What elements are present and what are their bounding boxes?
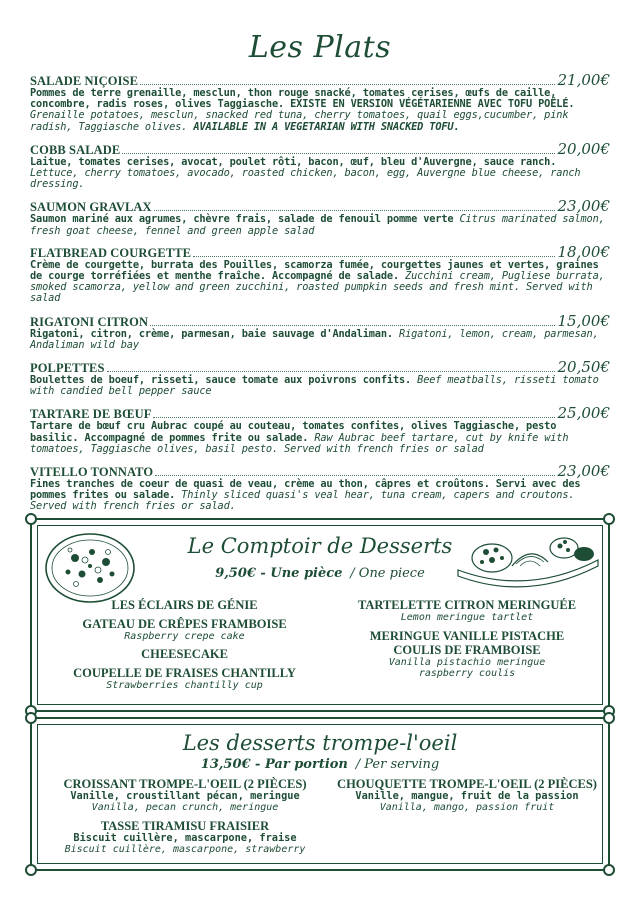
dish-name: TARTARE DE BŒUF [30, 407, 152, 422]
dish-description [30, 260, 610, 305]
trompe-loeil-panel [30, 717, 610, 871]
dish-item [30, 242, 610, 305]
dessert-name: CHEESECAKE [141, 647, 228, 661]
corner-ornament [25, 864, 37, 876]
dish-desc-fr: Boulettes de boeuf, risseti, sauce tomate aux poivrons confits. [30, 374, 418, 387]
dish-description [30, 157, 610, 191]
price-label: 13,50€ - Par portion [200, 757, 348, 772]
corner-ornament [25, 712, 37, 724]
dish-item [30, 311, 610, 351]
dish-name: VITELLO TONNATO [30, 465, 154, 480]
dish-desc-en: Citrus marinated salmon, fresh goat cheese, fennel and green apple salad [30, 213, 605, 237]
dish-header [30, 242, 610, 261]
dotted-leader [155, 474, 554, 476]
dish-desc-fr: Crème de courgette, burrata des Pouilles, scamorza fumée, courgettes jaunes et vertes, graines de courge torréfiées et menthe fraîche. Accompagné de salade. [30, 258, 599, 283]
dotted-leader [107, 370, 555, 372]
dish-desc-fr: Laitue, tomates cerises, avocat, poulet rôti, bacon, œuf, bleu d'Auvergne, sauce ranch. [30, 155, 557, 168]
dessert-name-en: Lemon meringue tartlet [400, 612, 534, 623]
dish-desc-en: Beef meatballs, risseti tomato with candied bell pepper sauce [30, 374, 599, 398]
trompe-loeil-title: Les desserts trompe-l'oeil [182, 731, 458, 755]
dessert-desc-fr: Vanille, mangue, fruit de la passion [355, 790, 579, 802]
dessert-name-en: Vanilla pistachio meringue [388, 657, 546, 668]
price-label-en: One piece [358, 566, 425, 581]
dish-item [30, 139, 610, 191]
page-title: Les Plats [248, 30, 392, 65]
corner-ornament [25, 513, 37, 525]
trompe-loeil-price: 13,50€ - Par portion / Per serving [200, 757, 440, 772]
price-label: 9,50€ - Une pièce [215, 566, 343, 581]
dessert-name-en: Strawberries chantilly cup [106, 680, 263, 691]
dessert-column-right [332, 598, 602, 679]
dish-name: COBB SALADE [30, 142, 121, 157]
dessert-desc-fr: Vanille, croustillant pécan, meringue [70, 790, 300, 802]
dessert-counter-title: Le Comptoir de Desserts [187, 534, 453, 558]
dessert-name: CHOUQUETTE TROMPE-L'OEIL (2 PIÈCES) [337, 777, 597, 791]
dish-header [30, 311, 610, 330]
dish-price: 15,00€ [557, 311, 610, 330]
corner-ornament [603, 712, 615, 724]
dish-description [30, 479, 610, 513]
dotted-leader [153, 416, 554, 418]
dish-price: 20,50€ [557, 358, 610, 377]
dessert-name: GATEAU DE CRÊPES FRAMBOISE [82, 617, 287, 631]
dish-name: SAUMON GRAVLAX [30, 200, 152, 215]
dish-header [30, 139, 610, 158]
dish-description [30, 421, 610, 455]
dessert-column-left [42, 598, 327, 691]
dotted-leader [140, 83, 554, 85]
dessert-name: TASSE TIRAMISU FRAISIER [100, 819, 270, 833]
dish-desc-fr: Rigatoni, citron, crème, parmesan, baie sauvage d'Andaliman. [30, 327, 400, 340]
dish-header [30, 462, 610, 481]
dish-desc-fr: Fines tranches de coeur de quasi de veau, crème au thon, câpres et croûtons. Servi avec des pommes frites ou salade. [30, 478, 581, 502]
dish-header [30, 358, 610, 377]
dish-item [30, 197, 610, 237]
dish-description [30, 88, 610, 133]
dish-description [30, 329, 610, 351]
dish-price: 23,00€ [557, 462, 610, 481]
dessert-name: TARTELETTE CITRON MERINGUÉE [357, 598, 577, 612]
dish-price: 20,00€ [557, 139, 610, 158]
dish-item [30, 71, 610, 133]
price-label-en: Per serving [364, 757, 440, 772]
dessert-name: COULIS DE FRAMBOISE [393, 643, 541, 657]
dish-desc-fr: Saumon mariné aux agrumes, chèvre frais, salade de fenouil pomme verte [30, 213, 460, 226]
tiramisu-item [40, 819, 330, 855]
chouquette-item [332, 777, 602, 813]
dish-desc-en: Grenaille potatoes, mesclun, snacked red tuna, cherry tomatoes, quail eggs,cucumber, pink radish, Taggiasche olives. [30, 109, 569, 133]
dessert-counter-panel [30, 518, 610, 712]
dessert-name: CROISSANT TROMPE-L'OEIL (2 PIÈCES) [63, 777, 307, 791]
dessert-desc-en: Vanilla, mango, passion fruit [379, 802, 555, 813]
dessert-desc-fr: Biscuit cuillère, mascarpone, fraise [73, 832, 297, 844]
dotted-leader [154, 209, 555, 211]
dish-desc-en: AVAILABLE IN A VEGETARIAN WITH SNACKED TOFU. [193, 120, 460, 133]
dessert-counter-price: 9,50€ - Une pièce / One piece [215, 566, 425, 581]
croissant-item [40, 777, 330, 813]
dish-desc-en: Thinly sliced quasi's veal hear, tuna cream, capers and croutons. Served with french fries or salad. [30, 489, 575, 513]
dish-desc-en: Rigatoni, lemon, cream, parmesan, Andaliman wild bay [30, 327, 599, 351]
dotted-leader [150, 324, 554, 326]
dish-description [30, 214, 610, 236]
dish-price: 25,00€ [557, 404, 610, 423]
dish-item [30, 358, 610, 398]
dish-price: 23,00€ [557, 197, 610, 216]
dish-name: RIGATONI CITRON [30, 314, 149, 329]
dish-name: SALADE NIÇOISE [30, 74, 139, 88]
dish-price: 21,00€ [557, 71, 610, 89]
dessert-desc-en: Vanilla, pecan crunch, meringue [91, 802, 279, 813]
dessert-name-en: raspberry coulis [418, 668, 516, 679]
dish-desc-en: Zucchini cream, Pugliese burrata, smoked scamorza, yellow and green zucchini, roasted pumpkin seeds and fresh mint. Served with salad [30, 270, 605, 305]
dish-desc-en: Lettuce, cherry tomatoes, avocado, roasted chicken, bacon, egg, Auvergne blue cheese, ranch dressing. [30, 167, 581, 191]
dessert-name: MERINGUE VANILLE PISTACHE [369, 629, 565, 643]
dish-desc-fr: Pommes de terre grenaille, mesclun, thon rouge snacké, tomates cerises, œufs de caille, concombre, radis roses, olives Taggiasche. EXISTE EN VERSION VÉGÉTARIENNE AVEC TOFU POÊLÉ. [30, 87, 575, 111]
dish-name: POLPETTES [30, 361, 105, 376]
dish-item [30, 404, 610, 455]
dish-name: FLATBREAD COURGETTE [30, 245, 192, 260]
dish-description [30, 375, 610, 397]
corner-ornament [603, 864, 615, 876]
dish-desc-fr: Tartare de bœuf cru Aubrac coupé au couteau, tomates confites, olives Taggiasche, pesto basilic. Accompagné de pommes frite ou salade. [30, 420, 557, 444]
dessert-name: COUPELLE DE FRAISES CHANTILLY [73, 666, 296, 680]
dessert-desc-en: Biscuit cuillère, mascarpone, strawberry [64, 844, 306, 855]
dishes-list [30, 71, 610, 513]
dessert-name: LES ÉCLAIRS DE GÉNIE [111, 598, 258, 612]
dish-header [30, 71, 610, 89]
dish-desc-en: Raw Aubrac beef tartare, cut by knife with tomatoes, Taggiasche olives, basil pesto. Served with french fries or salad [30, 431, 569, 455]
dish-price: 18,00€ [557, 242, 610, 261]
dessert-name-en: Raspberry crepe cake [124, 631, 245, 642]
dotted-leader [193, 255, 554, 257]
corner-ornament [603, 513, 615, 525]
dotted-leader [122, 152, 554, 154]
dish-header [30, 197, 610, 216]
dish-header [30, 404, 610, 423]
dish-item [30, 462, 610, 513]
